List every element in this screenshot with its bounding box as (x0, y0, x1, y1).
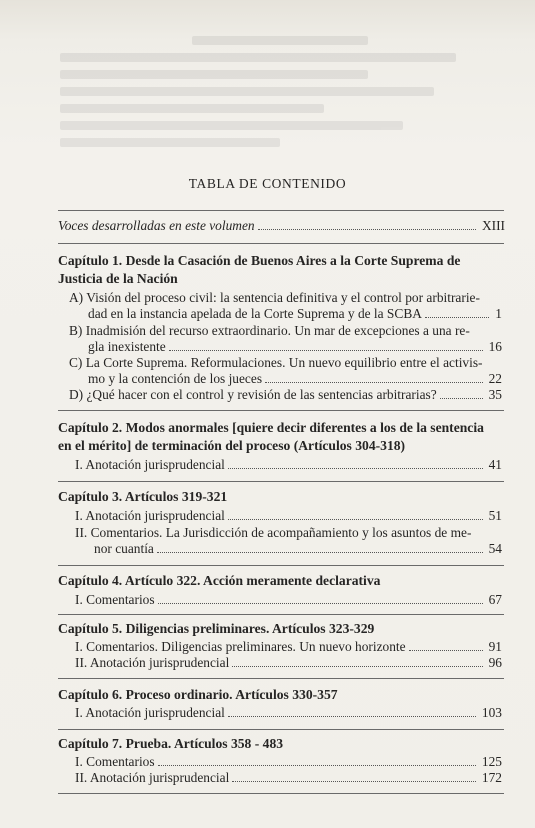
entry-text: II. Anotación jurisprudencial (75, 770, 230, 785)
entry-text: B) Inadmisión del recurso extraordinario. Un mar de excepciones a una re- (69, 323, 470, 338)
dot-leader (158, 603, 483, 604)
page-number: 41 (488, 457, 502, 472)
chapter-7-title: Capítulo 7. Prueba. Artículos 358 - 483 (58, 736, 284, 751)
dot-leader (409, 650, 483, 651)
dot-leader (258, 229, 476, 230)
page-number: XIII (481, 218, 505, 233)
separator-line (58, 678, 504, 679)
separator-line (58, 565, 504, 566)
entry-text: I. Comentarios (75, 754, 155, 769)
page-number: 96 (488, 655, 502, 670)
page-number: 172 (481, 770, 502, 785)
chapter-2-title-line-2: en el mérito] de terminación del proceso (Artículos 304-318) (58, 438, 406, 453)
separator-line (58, 729, 504, 730)
toc-entry[interactable] (0, 591, 535, 608)
toc-entry[interactable] (0, 704, 535, 721)
toc-entry[interactable] (0, 654, 535, 671)
chapter-6-title: Capítulo 6. Proceso ordinario. Artículos 330-357 (58, 687, 338, 702)
toc-entry[interactable] (0, 753, 535, 770)
entry-text: I. Anotación jurisprudencial (75, 457, 225, 472)
chapter-5-title: Capítulo 5. Diligencias preliminares. Artículos 323-329 (58, 621, 375, 636)
toc-entry[interactable] (0, 305, 535, 322)
entry-text: II. Anotación jurisprudencial (75, 655, 230, 670)
separator-line (58, 481, 504, 482)
page-number: 103 (481, 705, 502, 720)
chapter-1-title-line-1: Capítulo 1. Desde la Casación de Buenos Aires a la Corte Suprema de (58, 253, 461, 268)
entry-text: mo y la contención de los jueces (88, 371, 263, 386)
entry-text: Voces desarrolladas en este volumen (58, 218, 255, 233)
toc-entry[interactable] (0, 769, 535, 786)
bleed-through-text (60, 28, 500, 178)
entry-text: nor cuantía (94, 541, 154, 556)
dot-leader (228, 468, 483, 469)
separator-line (58, 793, 504, 794)
toc-entry[interactable] (0, 354, 535, 371)
dot-leader (228, 716, 476, 717)
page-number: 91 (488, 639, 502, 654)
toc-entry[interactable] (0, 322, 535, 339)
toc-entry[interactable] (0, 370, 535, 387)
toc-entry-voces[interactable] (0, 217, 535, 234)
page-title: TABLA DE CONTENIDO (188, 176, 347, 191)
toc-entry[interactable] (0, 540, 535, 557)
toc-entry[interactable] (0, 456, 535, 473)
toc-entry[interactable] (0, 507, 535, 524)
entry-text: A) Visión del proceso civil: la sentencia definitiva y el control por arbitrarie- (69, 290, 480, 305)
toc-entry[interactable] (0, 338, 535, 355)
toc-entry[interactable] (0, 638, 535, 655)
dot-leader (158, 765, 476, 766)
dot-leader (265, 382, 483, 383)
chapter-1-title-line-2: Justicia de la Nación (58, 271, 178, 286)
entry-text: C) La Corte Suprema. Reformulaciones. Un nuevo equilibrio entre el activis- (69, 355, 483, 370)
entry-text: D) ¿Qué hacer con el control y revisión de las sentencias arbitrarias? (69, 387, 437, 402)
entry-text: gla inexistente (88, 339, 166, 354)
entry-text: II. Comentarios. La Jurisdicción de acompañamiento y los asuntos de me- (75, 525, 472, 540)
dot-leader (440, 398, 483, 399)
page-number: 125 (481, 754, 502, 769)
chapter-4-title: Capítulo 4. Artículo 322. Acción meramente declarativa (58, 573, 381, 588)
dot-leader (232, 666, 482, 667)
toc-entry[interactable] (0, 386, 535, 403)
toc-entry[interactable] (0, 524, 535, 541)
entry-text: I. Anotación jurisprudencial (75, 508, 225, 523)
separator-line (58, 410, 504, 411)
dot-leader (425, 317, 489, 318)
separator-line (58, 243, 504, 244)
page-number: 16 (488, 339, 502, 354)
page-number: 67 (488, 592, 502, 607)
page-number: 22 (488, 371, 502, 386)
page-number: 35 (488, 387, 502, 402)
separator-line (58, 614, 504, 615)
page-number: 54 (488, 541, 502, 556)
chapter-2-title-line-1: Capítulo 2. Modos anormales [quiere decir diferentes a los de la sentencia (58, 420, 484, 435)
dot-leader (169, 350, 483, 351)
entry-text: I. Anotación jurisprudencial (75, 705, 225, 720)
separator-line (58, 210, 504, 211)
entry-text: I. Comentarios (75, 592, 155, 607)
chapter-3-title: Capítulo 3. Artículos 319-321 (58, 489, 228, 504)
page-number: 51 (488, 508, 502, 523)
dot-leader (157, 552, 483, 553)
entry-text: dad en la instancia apelada de la Corte Suprema y de la SCBA (88, 306, 422, 321)
dot-leader (228, 519, 483, 520)
dot-leader (232, 781, 476, 782)
entry-text: I. Comentarios. Diligencias preliminares. Un nuevo horizonte (75, 639, 406, 654)
page-number: 1 (495, 306, 502, 321)
toc-entry[interactable] (0, 289, 535, 306)
